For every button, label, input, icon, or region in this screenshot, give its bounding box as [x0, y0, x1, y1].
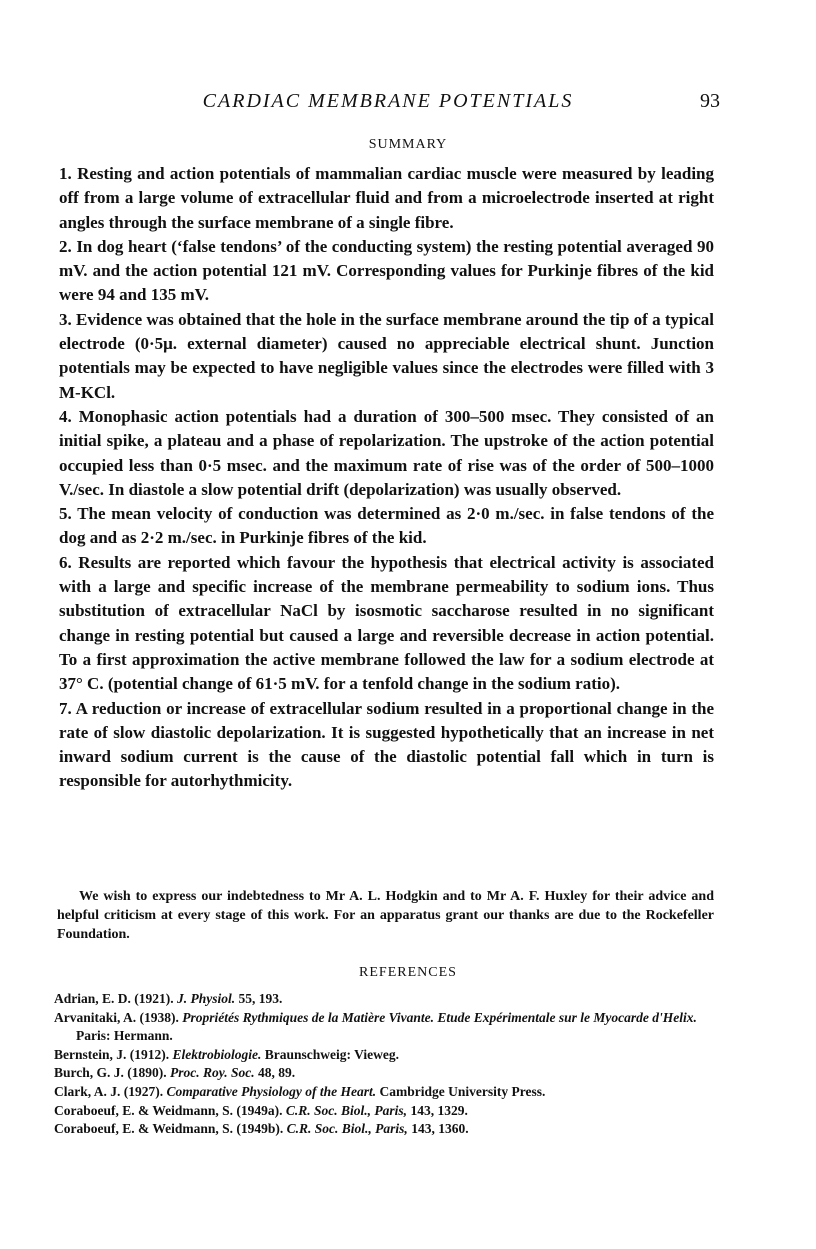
reference-details: 143, 1329.: [410, 1102, 468, 1118]
reference-details: Cambridge University Press.: [379, 1083, 546, 1099]
reference-item: [54, 1083, 724, 1102]
reference-details: 143, 1360.: [411, 1121, 469, 1137]
reference-item: [54, 1046, 724, 1065]
reference-title: Elektrobiologie.: [172, 1046, 262, 1062]
summary-item: 6. Results are reported which favour the hypothesis that electrical activity is associated with a large and specific increase of the membrane permeability to sodium ions. Thus substitution of extracellular NaCl by isosmotic saccharose resulted in no significant change in resting potential but caused a large and reversible decrease in action potential. To a first approximation the active membrane followed the law for a sodium electrode at 37° C. (potential change of 61·5 mV. for a tenfold change in the sodium ratio).: [59, 552, 714, 694]
reference-details: 55, 193.: [238, 991, 283, 1006]
reference-title: J. Physiol.: [177, 991, 236, 1006]
reference-item: [54, 990, 724, 1009]
reference-authors: Burch, G. J. (1890).: [54, 1065, 167, 1081]
reference-item: [54, 1120, 724, 1139]
summary-item: 7. A reduction or increase of extracellular sodium resulted in a proportional change in the rate of slow diastolic depolarization. It is suggested hypothetically that an increase in net inward sodium current is the cause of the diastolic potential fall which in turn is responsible for autorhythmicity.: [59, 698, 714, 791]
reference-authors: Bernstein, J. (1912).: [54, 1046, 170, 1062]
running-title: CARDIAC MEMBRANE POTENTIALS: [202, 90, 574, 112]
reference-item: [54, 1102, 724, 1121]
summary-section: [59, 162, 714, 794]
reference-authors: Coraboeuf, E. & Weidmann, S. (1949a).: [54, 1102, 283, 1118]
reference-authors: Coraboeuf, E. & Weidmann, S. (1949b).: [54, 1121, 284, 1137]
acknowledgement: We wish to express our indebtedness to Mr A. L. Hodgkin and to Mr A. F. Huxley for their advice and helpful criticism at every stage of this work. For an apparatus grant our thanks are due to the Rockefeller Foundation.: [57, 889, 714, 942]
reference-details: Paris: Hermann.: [76, 1028, 173, 1044]
reference-title: Comparative Physiology of the Heart.: [166, 1083, 377, 1099]
reference-details: Braunschweig: Vieweg.: [264, 1046, 399, 1062]
summary-item: 5. The mean velocity of conduction was determined as 2·0 m./sec. in false tendons of the dog and as 2·2 m./sec. in Purkinje fibres of the kid.: [59, 504, 714, 548]
reference-item: [54, 1064, 724, 1083]
summary-item: 4. Monophasic action potentials had a duration of 300–500 msec. They consisted of an initial spike, a plateau and a phase of repolarization. The upstroke of the action potential occupied less than 0·5 msec. and the maximum rate of rise was of the order of 500–1000 V./sec. In diastole a slow potential drift (depolarization) was usually observed.: [59, 406, 714, 499]
references-heading: REFERENCES: [359, 965, 457, 980]
page-number: 93: [700, 90, 720, 112]
reference-title: C.R. Soc. Biol., Paris,: [285, 1102, 408, 1118]
summary-item: 2. In dog heart (‘false tendons’ of the conducting system) the resting potential averaged 90 mV. and the action potential 121 mV. Corresponding values for Purkinje fibres of the kid were 94 and 135 mV.: [59, 236, 714, 305]
reference-authors: Adrian, E. D. (1921).: [54, 991, 174, 1006]
reference-title: Propriétés Rythmiques de la Matière Vivante. Etude Expérimentale sur le Myocarde d'Helix.: [182, 1009, 697, 1025]
reference-authors: Arvanitaki, A. (1938).: [54, 1009, 179, 1025]
reference-title: C.R. Soc. Biol., Paris,: [286, 1121, 408, 1137]
reference-authors: Clark, A. J. (1927).: [54, 1083, 164, 1099]
reference-item: [54, 1009, 724, 1046]
reference-details: 48, 89.: [258, 1065, 296, 1081]
reference-title: Proc. Roy. Soc.: [170, 1065, 255, 1081]
references-list: [54, 990, 724, 1139]
summary-item: 3. Evidence was obtained that the hole in the surface membrane around the tip of a typical electrode (0·5μ. external diameter) caused no appreciable electrical shunt. Junction potentials may be expected to have negligible values since the electrodes were filled with 3 M-KCl.: [59, 309, 714, 402]
summary-item: 1. Resting and action potentials of mammalian cardiac muscle were measured by leading off from a large volume of extracellular fluid and from a microelectrode inserted at right angles through the surface membrane of a single fibre.: [59, 164, 714, 232]
summary-heading: SUMMARY: [368, 137, 448, 152]
